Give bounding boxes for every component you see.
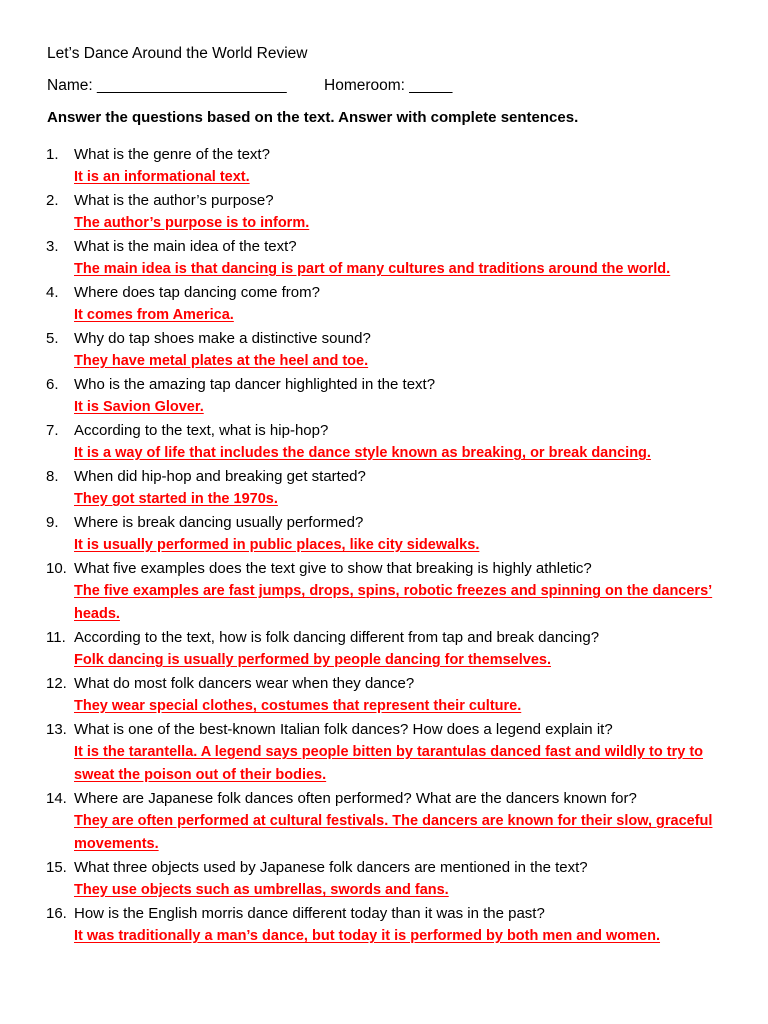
question-number: 5. — [46, 330, 59, 347]
question-item-9 — [0, 511, 768, 557]
question-text: What is the author’s purpose? — [74, 192, 274, 209]
answer-text: It is the tarantella. A legend says people bitten by tarantulas danced fast and wildly to try to sweat the poison out of their bodies. — [74, 744, 704, 783]
question-item-14 — [0, 787, 768, 856]
question-number: 4. — [46, 284, 59, 301]
question-item-12 — [0, 672, 768, 718]
question-item-3 — [0, 235, 768, 281]
answer-text: The main idea is that dancing is part of many cultures and traditions around the world. — [74, 261, 671, 277]
name-field-label: Name: ______________________ — [47, 77, 287, 94]
answer-text: They wear special clothes, costumes that represent their culture. — [74, 698, 522, 714]
question-number: 15. — [46, 859, 67, 876]
question-text: How is the English morris dance different today than it was in the past? — [74, 905, 545, 922]
question-text: What do most folk dancers wear when they dance? — [74, 675, 415, 692]
question-text: Why do tap shoes make a distinctive sound? — [74, 330, 371, 347]
question-number: 9. — [46, 514, 59, 531]
question-item-8 — [0, 465, 768, 511]
question-item-16 — [0, 902, 768, 948]
question-number: 7. — [46, 422, 59, 439]
question-text: Where does tap dancing come from? — [74, 284, 320, 301]
question-number: 2. — [46, 192, 59, 209]
answer-text: They got started in the 1970s. — [74, 491, 278, 507]
question-text: Who is the amazing tap dancer highlighted in the text? — [74, 376, 436, 393]
answer-text: It was traditionally a man’s dance, but today it is performed by both men and women. — [74, 928, 661, 944]
question-number: 8. — [46, 468, 59, 485]
question-text: Where are Japanese folk dances often performed? What are the dancers known for? — [74, 790, 637, 807]
question-text: What three objects used by Japanese folk dancers are mentioned in the text? — [74, 859, 588, 876]
answer-text: The author’s purpose is to inform. — [74, 215, 310, 231]
question-number: 11. — [46, 629, 66, 646]
question-text: According to the text, what is hip-hop? — [74, 422, 329, 439]
answer-text: Folk dancing is usually performed by people dancing for themselves. — [74, 652, 551, 668]
question-item-4 — [0, 281, 768, 327]
question-text: What is the main idea of the text? — [74, 238, 297, 255]
question-item-7 — [0, 419, 768, 465]
answer-text: They are often performed at cultural festivals. The dancers are known for their slow, graceful movements. — [74, 813, 713, 852]
question-list — [0, 143, 768, 948]
question-item-2 — [0, 189, 768, 235]
question-text: When did hip-hop and breaking get started? — [74, 468, 366, 485]
question-item-15 — [0, 856, 768, 902]
instructions: Answer the questions based on the text. Answer with complete sentences. — [47, 109, 579, 126]
answer-text: They have metal plates at the heel and toe. — [74, 353, 369, 369]
question-text: According to the text, how is folk dancing different from tap and break dancing? — [74, 629, 600, 646]
answer-text: It is Savion Glover. — [74, 399, 204, 415]
question-text: What is the genre of the text? — [74, 146, 270, 163]
question-number: 12. — [46, 675, 67, 692]
worksheet-title: Let’s Dance Around the World Review — [47, 45, 308, 62]
answer-text: It comes from America. — [74, 307, 234, 323]
question-item-6 — [0, 373, 768, 419]
question-text: What is one of the best-known Italian folk dances? How does a legend explain it? — [74, 721, 613, 738]
question-number: 13. — [46, 721, 67, 738]
question-item-1 — [0, 143, 768, 189]
question-number: 6. — [46, 376, 59, 393]
question-number: 10. — [46, 560, 67, 577]
answer-text: The five examples are fast jumps, drops, spins, robotic freezes and spinning on the dancers’ heads. — [74, 583, 713, 622]
question-number: 3. — [46, 238, 59, 255]
question-text: What five examples does the text give to show that breaking is highly athletic? — [74, 560, 592, 577]
question-number: 14. — [46, 790, 67, 807]
answer-text: They use objects such as umbrellas, swords and fans. — [74, 882, 449, 898]
question-number: 16. — [46, 905, 67, 922]
question-item-10 — [0, 557, 768, 626]
homeroom-field-label: Homeroom: _____ — [324, 77, 453, 94]
question-item-5 — [0, 327, 768, 373]
answer-text: It is usually performed in public places, like city sidewalks. — [74, 537, 480, 553]
question-text: Where is break dancing usually performed? — [74, 514, 364, 531]
question-item-13 — [0, 718, 768, 787]
question-number: 1. — [46, 146, 59, 163]
answer-text: It is an informational text. — [74, 169, 250, 185]
question-item-11 — [0, 626, 768, 672]
answer-text: It is a way of life that includes the dance style known as breaking, or break dancing. — [74, 445, 651, 461]
